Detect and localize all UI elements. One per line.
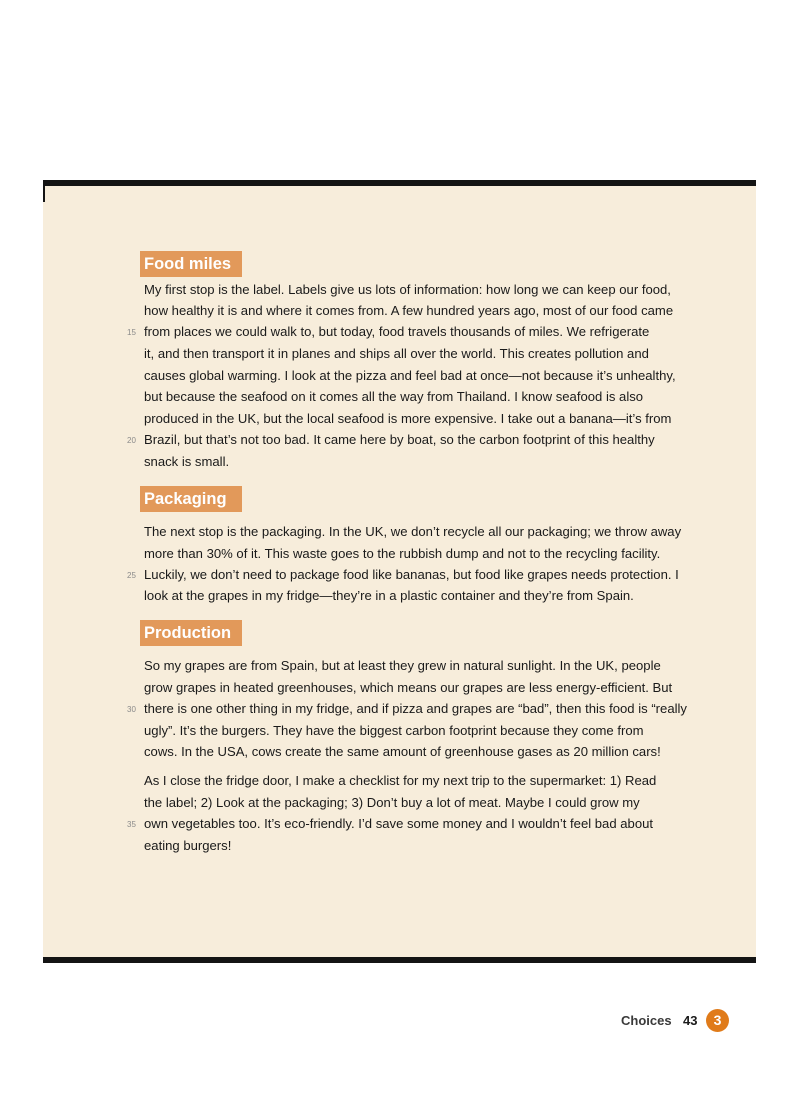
paragraph-line: eating burgers! <box>144 838 232 853</box>
paragraph-line: there is one other thing in my fridge, and if pizza and grapes are “bad”, then this food is “really <box>144 701 687 716</box>
paragraph-line: own vegetables too. It’s eco-friendly. I’d save some money and I wouldn’t feel bad about <box>144 816 654 831</box>
page-number: 43 <box>683 1013 698 1028</box>
line-number: 25 <box>127 571 136 580</box>
paragraph-line: it, and then transport it in planes and ships all over the world. This creates pollution and <box>144 346 649 361</box>
paragraph-line: The next stop is the packaging. In the UK, we don’t recycle all our packaging; we throw away <box>144 524 682 539</box>
footer-unit-title: Choices <box>621 1013 672 1028</box>
paragraph-line: more than 30% of it. This waste goes to the rubbish dump and not to the recycling facility. <box>144 546 661 561</box>
line-number: 35 <box>127 820 136 829</box>
heading-food-miles: Food miles <box>140 251 242 277</box>
paragraph-line: the label; 2) Look at the packaging; 3) Don’t buy a lot of meat. Maybe I could grow my <box>144 795 640 810</box>
paragraph-line: cows. In the USA, cows create the same amount of greenhouse gases as 20 million cars! <box>144 744 661 759</box>
paragraph-line: from places we could walk to, but today, food travels thousands of miles. We refrigerate <box>144 324 650 339</box>
paragraph-line: As I close the fridge door, I make a checklist for my next trip to the supermarket: 1) Read <box>144 773 657 788</box>
line-number: 30 <box>127 705 136 714</box>
paragraph-line: but because the seafood on it comes all the way from Thailand. I know seafood is also <box>144 389 644 404</box>
heading-packaging: Packaging <box>140 486 242 512</box>
paragraph-line: So my grapes are from Spain, but at least they grew in natural sunlight. In the UK, people <box>144 658 661 673</box>
line-number: 20 <box>127 436 136 445</box>
paragraph-line: snack is small. <box>144 454 230 469</box>
heading-production: Production <box>140 620 242 646</box>
paragraph-line: produced in the UK, but the local seafood is more expensive. I take out a banana—it’s from <box>144 411 672 426</box>
paragraph-line: Brazil, but that’s not too bad. It came here by boat, so the carbon footprint of this healthy <box>144 432 655 447</box>
paragraph-line: look at the grapes in my fridge—they’re in a plastic container and they’re from Spain. <box>144 588 634 603</box>
unit-number-badge: 3 <box>706 1009 729 1032</box>
line-number: 15 <box>127 328 136 337</box>
paragraph-line: Luckily, we don’t need to package food like bananas, but food like grapes needs protection. I <box>144 567 679 582</box>
paragraph-line: how healthy it is and where it comes from. A few hundred years ago, most of our food came <box>144 303 674 318</box>
left-margin-rule <box>43 186 45 202</box>
paragraph-line: ugly”. It’s the burgers. They have the biggest carbon footprint because they come from <box>144 723 644 738</box>
paragraph-line: causes global warming. I look at the pizza and feel bad at once—not because it’s unhealthy, <box>144 368 676 383</box>
paragraph-line: grow grapes in heated greenhouses, which means our grapes are less energy-efficient. But <box>144 680 673 695</box>
paragraph-line: My first stop is the label. Labels give us lots of information: how long we can keep our food, <box>144 282 671 297</box>
